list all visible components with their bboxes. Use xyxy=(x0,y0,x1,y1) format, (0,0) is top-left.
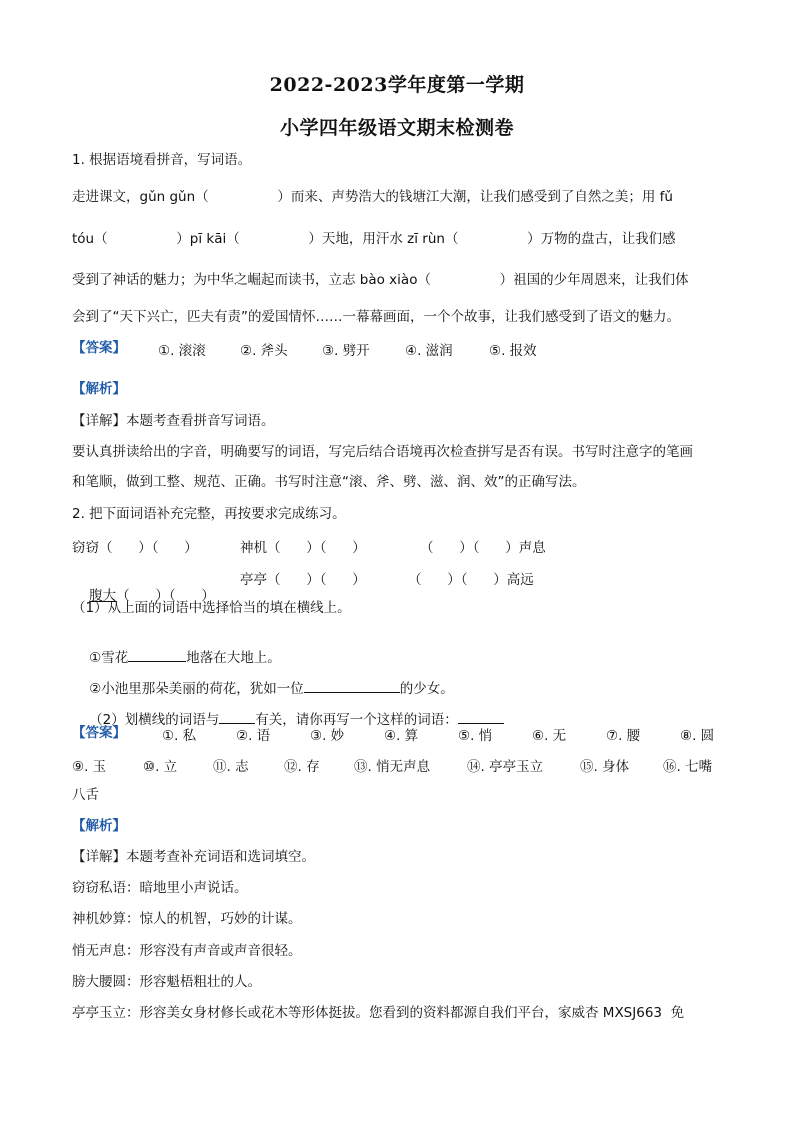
answer-2-5: ⑤. 悄 xyxy=(458,728,493,744)
sentence-2-end: 的少女。 xyxy=(399,681,454,697)
definition-1: 窃窃私语：暗地里小声说话。 xyxy=(72,880,248,896)
answer-2-11: ⑪. 志 xyxy=(213,759,249,775)
answer-1-1: ①. 滚滚 xyxy=(158,343,206,359)
detail-1: 【详解】本题考查看拼音写词语。 xyxy=(72,413,275,429)
answer-2-16-cont: 八舌 xyxy=(72,787,99,803)
sentence-1-end: 地落在大地上。 xyxy=(186,650,281,666)
sentence-1-start: ①雪花 xyxy=(89,650,129,666)
answer-1-2: ②. 斧头 xyxy=(240,343,288,359)
answer-1-4: ④. 滋润 xyxy=(405,343,453,359)
sub-question-2-end: 有关，请你再写一个这样的词语： xyxy=(255,712,458,728)
fill-blank-3[interactable] xyxy=(219,710,255,724)
answer-2-9: ⑨. 玉 xyxy=(72,759,107,775)
answer-label-2: 【答案】 xyxy=(72,725,126,741)
definition-2: 神机妙算：惊人的机智，巧妙的计谋。 xyxy=(72,911,302,927)
question-1-line-1: 走进课文，gǔn gǔn（ ）而来、声势浩大的钱塘江大潮，让我们感受到了自然之美；用 fǔ xyxy=(72,189,673,205)
answer-2-1: ①. 私 xyxy=(162,728,197,744)
answer-2-16: ⑯. 七嘴 xyxy=(663,759,713,775)
sentence-2-start: ②小池里那朵美丽的荷花，犹如一位 xyxy=(89,681,304,697)
question-1-stem: 1. 根据语境看拼音，写词语。 xyxy=(72,152,252,168)
definition-4: 膀大腰圆：形容魁梧粗壮的人。 xyxy=(72,974,261,990)
answer-2-7: ⑦. 腰 xyxy=(606,728,641,744)
word-fill-2: 神机（ ）（ ） xyxy=(240,540,366,556)
sub-question-1: （1）从上面的词语中选择恰当的填在横线上。 xyxy=(72,600,351,616)
word-fill-6: （ ）（ ）高远 xyxy=(408,572,534,588)
answer-2-15: ⑮. 身体 xyxy=(580,759,630,775)
answer-2-4: ④. 算 xyxy=(384,728,419,744)
fill-blank-2[interactable] xyxy=(304,679,400,693)
definition-3: 悄无声息：形容没有声音或声音很轻。 xyxy=(72,943,302,959)
word-fill-5: 亭亭（ ）（ ） xyxy=(240,572,366,588)
answer-2-12: ⑫. 存 xyxy=(284,759,320,775)
word-fill-1: 窃窃（ ）（ ） xyxy=(72,540,198,556)
sub-question-2-start: （2）划横线的词语与 xyxy=(89,712,220,728)
exam-year-title: 2022-2023学年度第一学期 xyxy=(269,74,525,96)
answer-2-2: ②. 语 xyxy=(236,728,271,744)
question-1-line-2: tóu（ ）pī kāi（ ）天地，用汗水 zī rùn（ ）万物的盘古，让我们感 xyxy=(72,231,676,247)
fill-blank-4[interactable] xyxy=(458,710,504,724)
detail-2: 【详解】本题考查补充词语和选词填空。 xyxy=(72,849,315,865)
answer-1-3: ③. 劈开 xyxy=(322,343,370,359)
fill-blank-1[interactable] xyxy=(128,648,186,662)
answer-1-5: ⑤. 报效 xyxy=(489,343,537,359)
answer-2-10: ⑩. 立 xyxy=(143,759,178,775)
answer-label-1: 【答案】 xyxy=(72,340,126,356)
answer-2-13: ⑬. 悄无声息 xyxy=(354,759,431,775)
analysis-label-1: 【解析】 xyxy=(72,381,126,397)
question-1-line-4: 会到了“天下兴亡，匹夫有责”的爱国情怀……一幕幕画面，一个个故事，让我们感受到了语文的魅力。 xyxy=(72,309,680,325)
answer-2-6: ⑥. 无 xyxy=(532,728,567,744)
question-1-line-3: 受到了神话的魅力；为中华之崛起而读书，立志 bào xiào（ ）祖国的少年周恩来，让我们体 xyxy=(72,272,689,288)
explanation-1-line-2: 和笔顺，做到工整、规范、正确。书写时注意“滚、斧、劈、滋、润、效”的正确写法。 xyxy=(72,474,586,490)
analysis-label-2: 【解析】 xyxy=(72,818,126,834)
definition-5: 亭亭玉立：形容美女身材修长或花木等形体挺拔。您看到的资料都源自我们平台，家威杏 MXSJ663 免 xyxy=(72,1005,685,1021)
word-fill-3: （ ）（ ）声息 xyxy=(420,540,546,556)
underlined-word: 腹大 xyxy=(89,588,117,604)
exam-title: 小学四年级语文期末检测卷 xyxy=(279,117,514,139)
word-fill-4-blanks: （ ）（ ） xyxy=(116,588,215,604)
answer-2-14: ⑭. 亭亭玉立 xyxy=(467,759,544,775)
answer-2-3: ③. 妙 xyxy=(310,728,345,744)
question-2-stem: 2. 把下面词语补充完整，再按要求完成练习。 xyxy=(72,506,346,522)
answer-2-8: ⑧. 圆 xyxy=(680,728,715,744)
explanation-1-line-1: 要认真拼读给出的字音，明确要写的词语，写完后结合语境再次检查拼写是否有误。书写时注意字的笔画 xyxy=(72,444,693,460)
